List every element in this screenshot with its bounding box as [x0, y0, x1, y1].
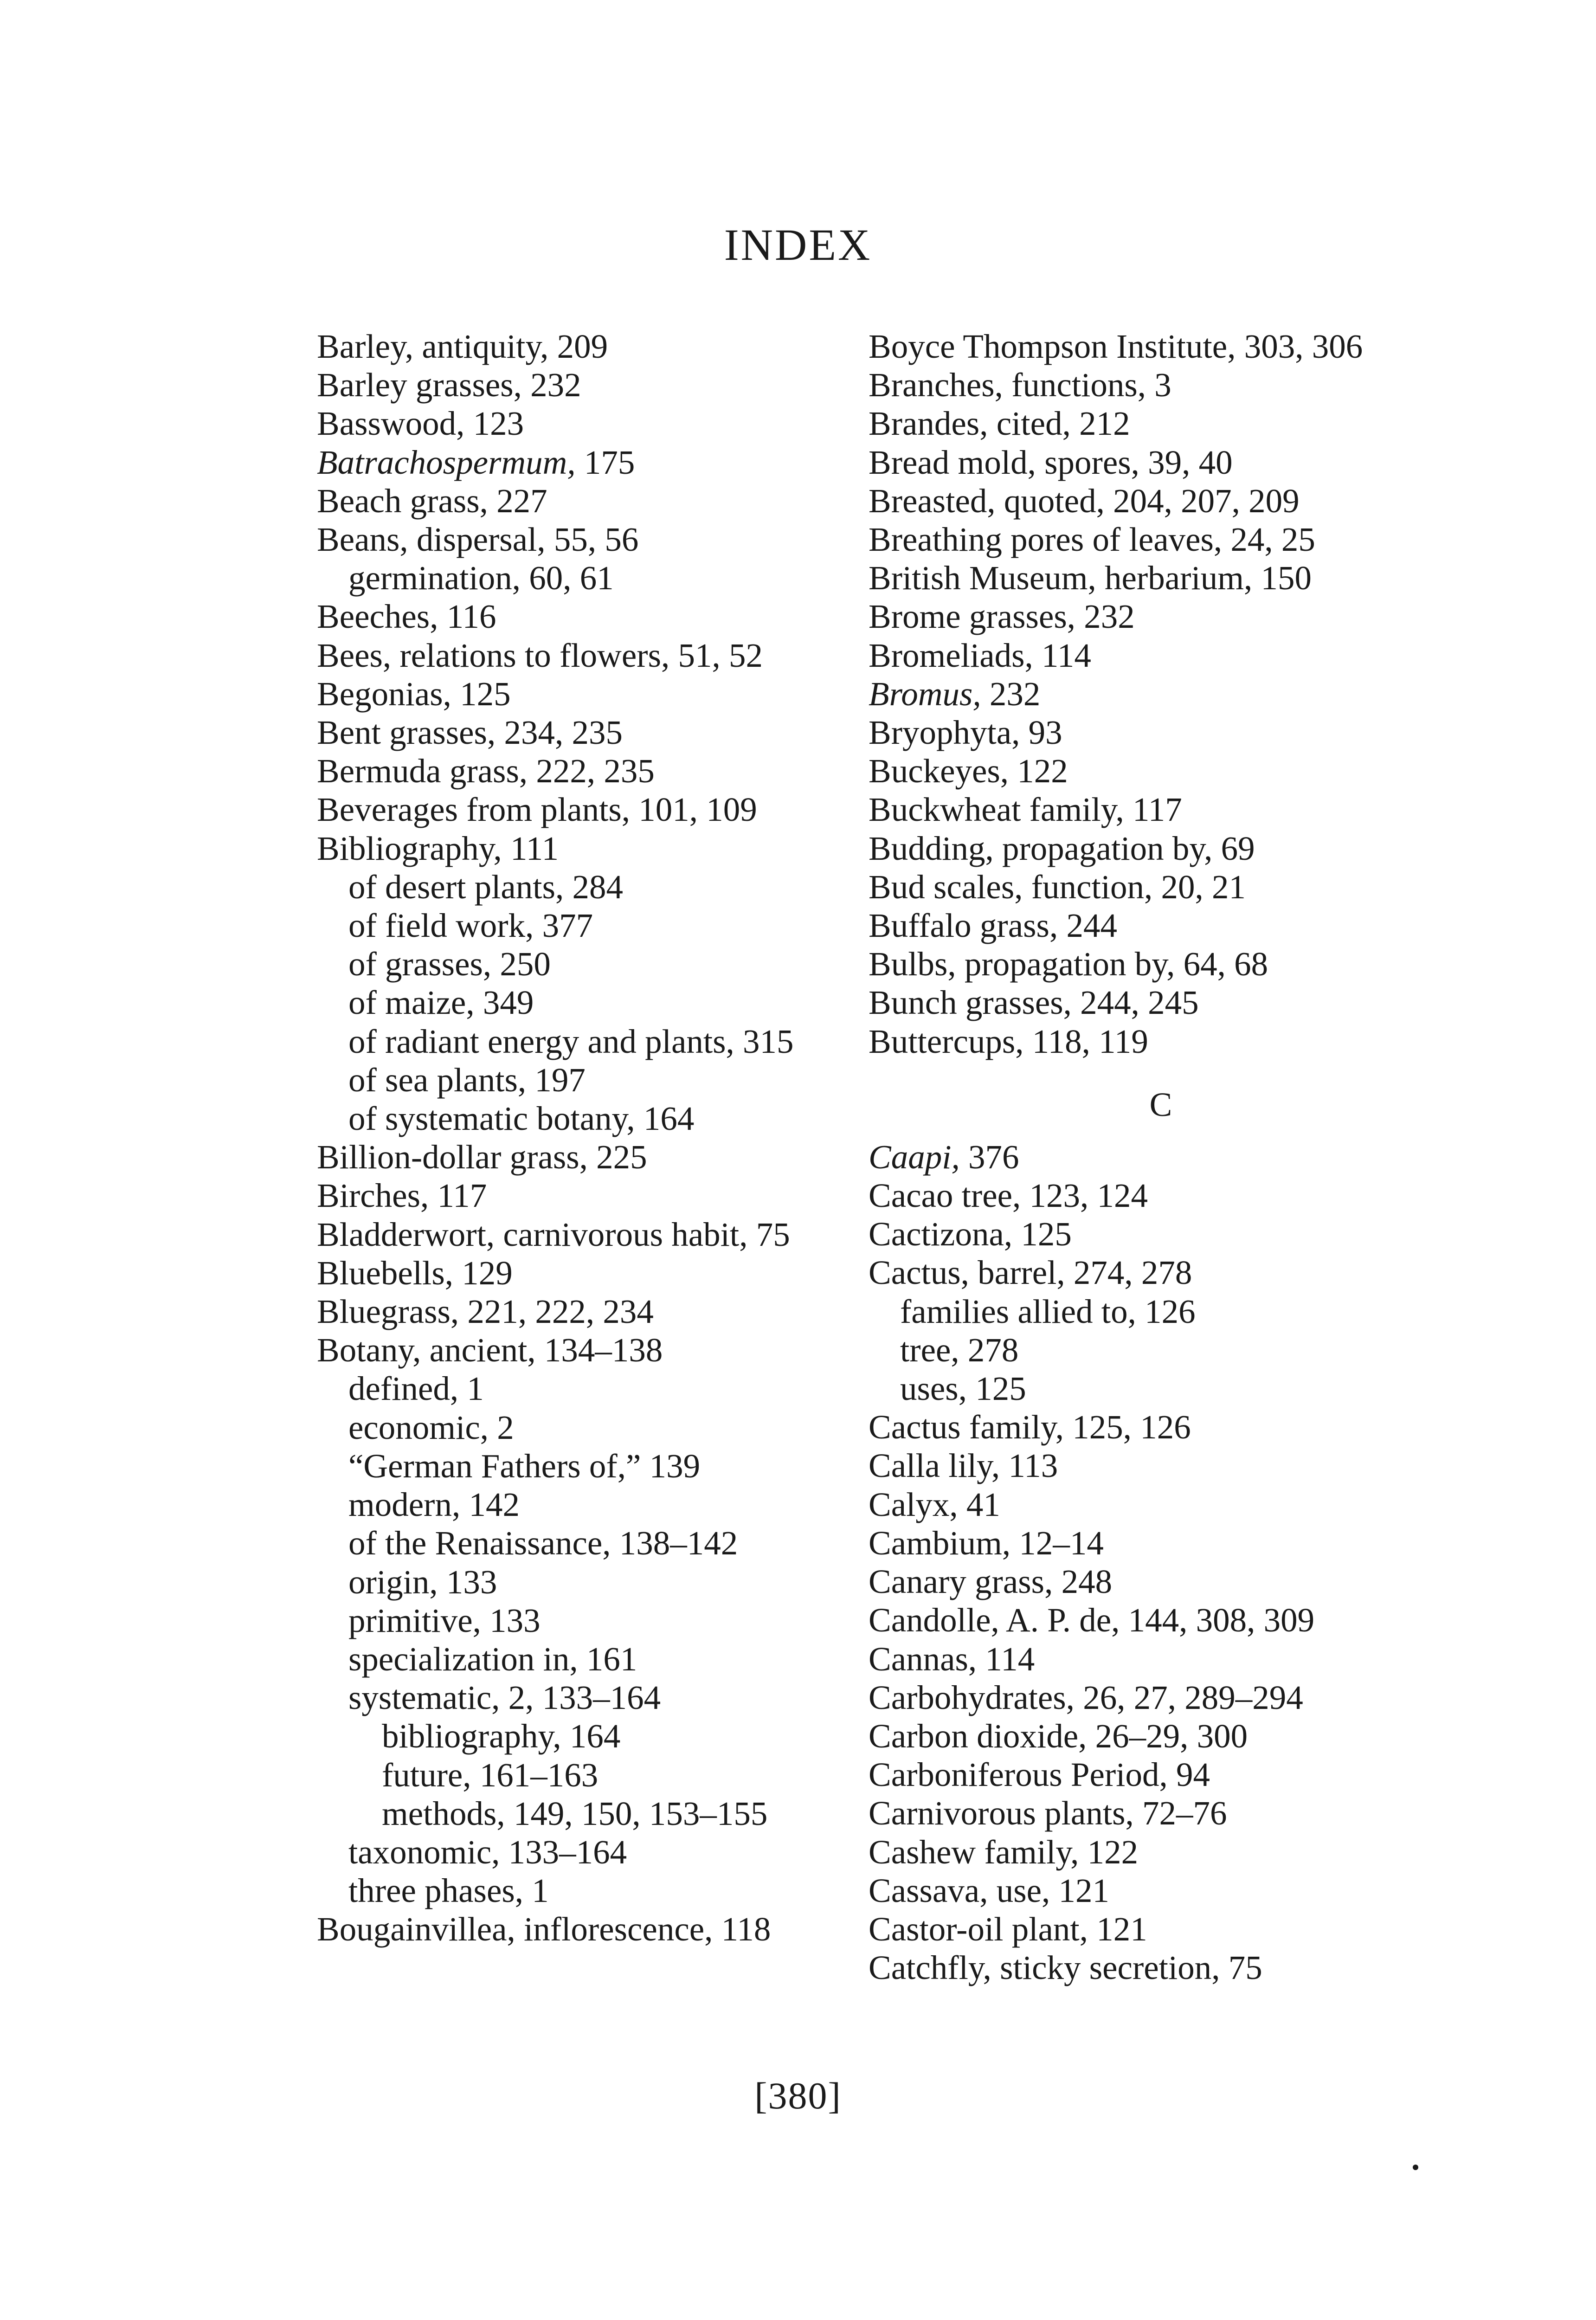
index-entry: [869, 829, 1453, 868]
index-term: Beans, dispersal, 55, 56: [317, 521, 639, 559]
index-entry: [317, 1756, 834, 1794]
index-term: Bluebells, 129: [317, 1254, 513, 1292]
index-entry: [317, 559, 834, 597]
index-entry: [869, 1292, 1453, 1331]
index-term: Calla lily, 113: [869, 1447, 1058, 1485]
index-entry: [869, 482, 1453, 520]
index-entry: [869, 868, 1453, 906]
index-entry: [317, 1678, 834, 1717]
index-term: origin, 133: [348, 1563, 497, 1601]
index-page-refs: 232: [981, 675, 1041, 713]
index-entry: [869, 1717, 1453, 1755]
index-term: Cambium, 12–14: [869, 1524, 1104, 1562]
index-entry: [869, 366, 1453, 404]
index-term: Bougainvillea, inflorescence, 118: [317, 1910, 771, 1948]
index-term: “German Fathers of,” 139: [348, 1447, 701, 1485]
index-term: Carboniferous Period, 94: [869, 1756, 1210, 1794]
index-section-c: [869, 1138, 1453, 1987]
index-term: Cactizona, 125: [869, 1215, 1072, 1253]
index-entry: [317, 829, 834, 868]
index-term: primitive, 133: [348, 1601, 541, 1639]
index-entry: [317, 1910, 834, 1948]
index-page-refs: 376: [959, 1138, 1019, 1176]
index-entry: [869, 1948, 1453, 1987]
index-term: Budding, propagation by, 69: [869, 829, 1255, 867]
index-entry: [317, 752, 834, 790]
index-page-refs: 175: [575, 443, 635, 481]
index-entry: [317, 1447, 834, 1485]
index-entry: [317, 520, 834, 559]
index-term: families allied to, 126: [900, 1292, 1196, 1330]
index-column-left: [317, 327, 834, 1949]
index-term: Bent grasses, 234, 235: [317, 714, 623, 752]
index-entry: [317, 327, 834, 366]
index-entry: [317, 868, 834, 906]
index-entry: [869, 520, 1453, 559]
index-term: Calyx, 41: [869, 1485, 1000, 1523]
index-term: of grasses, 250: [348, 945, 551, 983]
index-entry: [869, 1176, 1453, 1215]
index-entry: [869, 1524, 1453, 1562]
index-term: tree, 278: [900, 1331, 1019, 1369]
index-entry: [317, 1563, 834, 1601]
index-entry: [869, 1678, 1453, 1717]
index-term: Beverages from plants, 101, 109: [317, 791, 757, 829]
index-entry: [869, 1253, 1453, 1292]
index-term: Cannas, 114: [869, 1640, 1035, 1678]
index-term: Buckeyes, 122: [869, 752, 1068, 790]
index-entry: [317, 1794, 834, 1833]
index-term: Bees, relations to flowers, 51, 52: [317, 636, 763, 674]
index-entry: [317, 1254, 834, 1292]
index-term: Buttercups, 118, 119: [869, 1022, 1148, 1060]
section-heading-c: C: [1149, 1085, 1172, 1123]
index-term: modern, 142: [348, 1486, 520, 1524]
index-entry: [317, 1022, 834, 1061]
index-term: Breasted, quoted, 204, 207, 209: [869, 482, 1300, 520]
index-term: Beach grass, 227: [317, 482, 547, 520]
index-term: Billion-dollar grass, 225: [317, 1138, 647, 1176]
index-entry: [869, 404, 1453, 443]
index-entry: [869, 983, 1453, 1022]
index-entry: [317, 1524, 834, 1562]
index-entry: [869, 443, 1453, 482]
index-term: Caapi,: [869, 1138, 960, 1176]
index-term: of maize, 349: [348, 984, 534, 1022]
index-term: of radiant energy and plants, 315: [348, 1022, 794, 1060]
index-term: Brome grasses, 232: [869, 598, 1135, 636]
index-term: Begonias, 125: [317, 675, 511, 713]
index-entry: [869, 752, 1453, 790]
index-term: Bromeliads, 114: [869, 636, 1091, 674]
index-entry: [869, 1601, 1453, 1639]
index-term: Cacao tree, 123, 124: [869, 1177, 1148, 1215]
page-number: [380]: [754, 2075, 842, 2117]
index-entry: [869, 713, 1453, 752]
index-entry: [317, 404, 834, 443]
index-term: Bulbs, propagation by, 64, 68: [869, 945, 1268, 983]
index-term: Bryophyta, 93: [869, 714, 1062, 752]
index-term: bibliography, 164: [382, 1717, 621, 1755]
index-entry: [317, 1601, 834, 1640]
index-entry: [317, 1717, 834, 1755]
index-entry: [869, 1871, 1453, 1910]
index-entry: [317, 482, 834, 520]
index-term: Branches, functions, 3: [869, 366, 1171, 404]
index-entry: [869, 1369, 1453, 1408]
index-term: future, 161–163: [382, 1756, 598, 1794]
index-term: taxonomic, 133–164: [348, 1833, 627, 1871]
index-term: Carbohydrates, 26, 27, 289–294: [869, 1678, 1303, 1716]
index-term: Canary grass, 248: [869, 1563, 1113, 1601]
index-term: Barley, antiquity, 209: [317, 328, 608, 365]
index-entry: [869, 1138, 1453, 1176]
scan-speck: [1413, 2165, 1418, 2170]
index-entry: [317, 1215, 834, 1254]
index-term: germination, 60, 61: [348, 559, 614, 597]
index-entry: [317, 1833, 834, 1871]
index-entry: [317, 1369, 834, 1408]
index-term: Basswood, 123: [317, 405, 524, 443]
index-entry: [869, 327, 1453, 366]
index-entry: [317, 983, 834, 1022]
index-entry: [869, 1910, 1453, 1948]
index-entry: [317, 1640, 834, 1678]
index-entry: [317, 906, 834, 945]
index-term: specialization in, 161: [348, 1640, 637, 1678]
index-term: Cassava, use, 121: [869, 1871, 1110, 1909]
index-entry: [317, 1292, 834, 1331]
index-term: Carnivorous plants, 72–76: [869, 1794, 1227, 1832]
index-entry: [869, 945, 1453, 983]
index-entry: [869, 1408, 1453, 1446]
index-term: economic, 2: [348, 1408, 514, 1446]
index-term: Candolle, A. P. de, 144, 308, 309: [869, 1601, 1315, 1639]
index-term: Brandes, cited, 212: [869, 405, 1130, 443]
index-entry: [317, 443, 834, 482]
index-entry: [869, 1794, 1453, 1832]
index-entry: [317, 1176, 834, 1215]
index-term: Breathing pores of leaves, 24, 25: [869, 521, 1315, 559]
index-term: Castor-oil plant, 121: [869, 1910, 1147, 1948]
index-term: British Museum, herbarium, 150: [869, 559, 1312, 597]
index-term: of field work, 377: [348, 907, 593, 945]
index-term: of the Renaissance, 138–142: [348, 1524, 738, 1562]
index-entry: [869, 1446, 1453, 1485]
index-term: Carbon dioxide, 26–29, 300: [869, 1717, 1248, 1755]
index-term: Bladderwort, carnivorous habit, 75: [317, 1215, 790, 1253]
index-term: Bread mold, spores, 39, 40: [869, 443, 1233, 481]
index-term: Bunch grasses, 244, 245: [869, 984, 1199, 1022]
index-term: Bromus,: [869, 675, 981, 713]
index-term: Batrachospermum,: [317, 443, 576, 481]
index-term: Barley grasses, 232: [317, 366, 581, 404]
index-entry: [317, 1061, 834, 1099]
index-term: Buffalo grass, 244: [869, 907, 1117, 945]
index-term: of desert plants, 284: [348, 868, 623, 906]
index-term: of sea plants, 197: [348, 1061, 586, 1099]
index-term: Cashew family, 122: [869, 1833, 1139, 1871]
index-term: uses, 125: [900, 1370, 1026, 1408]
index-entry: [869, 675, 1453, 713]
index-entry: [317, 1331, 834, 1369]
index-entry: [317, 636, 834, 675]
index-entry: [869, 1640, 1453, 1678]
index-entry: [317, 597, 834, 636]
index-entry: [869, 636, 1453, 675]
index-entry: [869, 1485, 1453, 1524]
index-term: Buckwheat family, 117: [869, 791, 1182, 829]
page-title: INDEX: [724, 220, 872, 270]
index-term: Boyce Thompson Institute, 303, 306: [869, 328, 1363, 365]
index-term: Botany, ancient, 134–138: [317, 1331, 663, 1369]
index-term: Cactus family, 125, 126: [869, 1408, 1191, 1446]
index-entry: [869, 1562, 1453, 1601]
index-entry: [317, 1871, 834, 1910]
index-entry: [317, 1485, 834, 1524]
index-entry: [317, 366, 834, 404]
index-entry: [869, 906, 1453, 945]
index-term: of systematic botany, 164: [348, 1100, 695, 1138]
index-entry: [869, 1833, 1453, 1871]
index-term: Catchfly, sticky secretion, 75: [869, 1949, 1262, 1987]
index-term: Bluegrass, 221, 222, 234: [317, 1293, 654, 1331]
index-term: three phases, 1: [348, 1872, 549, 1910]
index-term: Bud scales, function, 20, 21: [869, 868, 1246, 906]
index-entry: [869, 1331, 1453, 1369]
index-entry: [869, 1755, 1453, 1794]
index-entry: [869, 1215, 1453, 1253]
index-column-right: [869, 327, 1453, 1987]
index-term: Cactus, barrel, 274, 278: [869, 1254, 1192, 1292]
index-entry: [869, 559, 1453, 597]
index-term: systematic, 2, 133–164: [348, 1679, 661, 1717]
index-term: Beeches, 116: [317, 598, 496, 636]
index-entry: [317, 945, 834, 983]
index-term: defined, 1: [348, 1370, 484, 1408]
index-entry: [317, 713, 834, 752]
index-entry: [317, 675, 834, 713]
index-entry: [869, 597, 1453, 636]
index-entry: [317, 1138, 834, 1176]
index-entry: [869, 790, 1453, 829]
index-entry: [869, 1022, 1453, 1061]
index-term: methods, 149, 150, 153–155: [382, 1794, 768, 1832]
index-entry: [317, 1099, 834, 1138]
index-term: Birches, 117: [317, 1177, 487, 1215]
index-term: Bermuda grass, 222, 235: [317, 752, 655, 790]
index-term: Bibliography, 111: [317, 829, 559, 867]
index-entry: [317, 790, 834, 829]
index-entry: [317, 1408, 834, 1447]
index-section-b-continued: [869, 327, 1453, 1061]
